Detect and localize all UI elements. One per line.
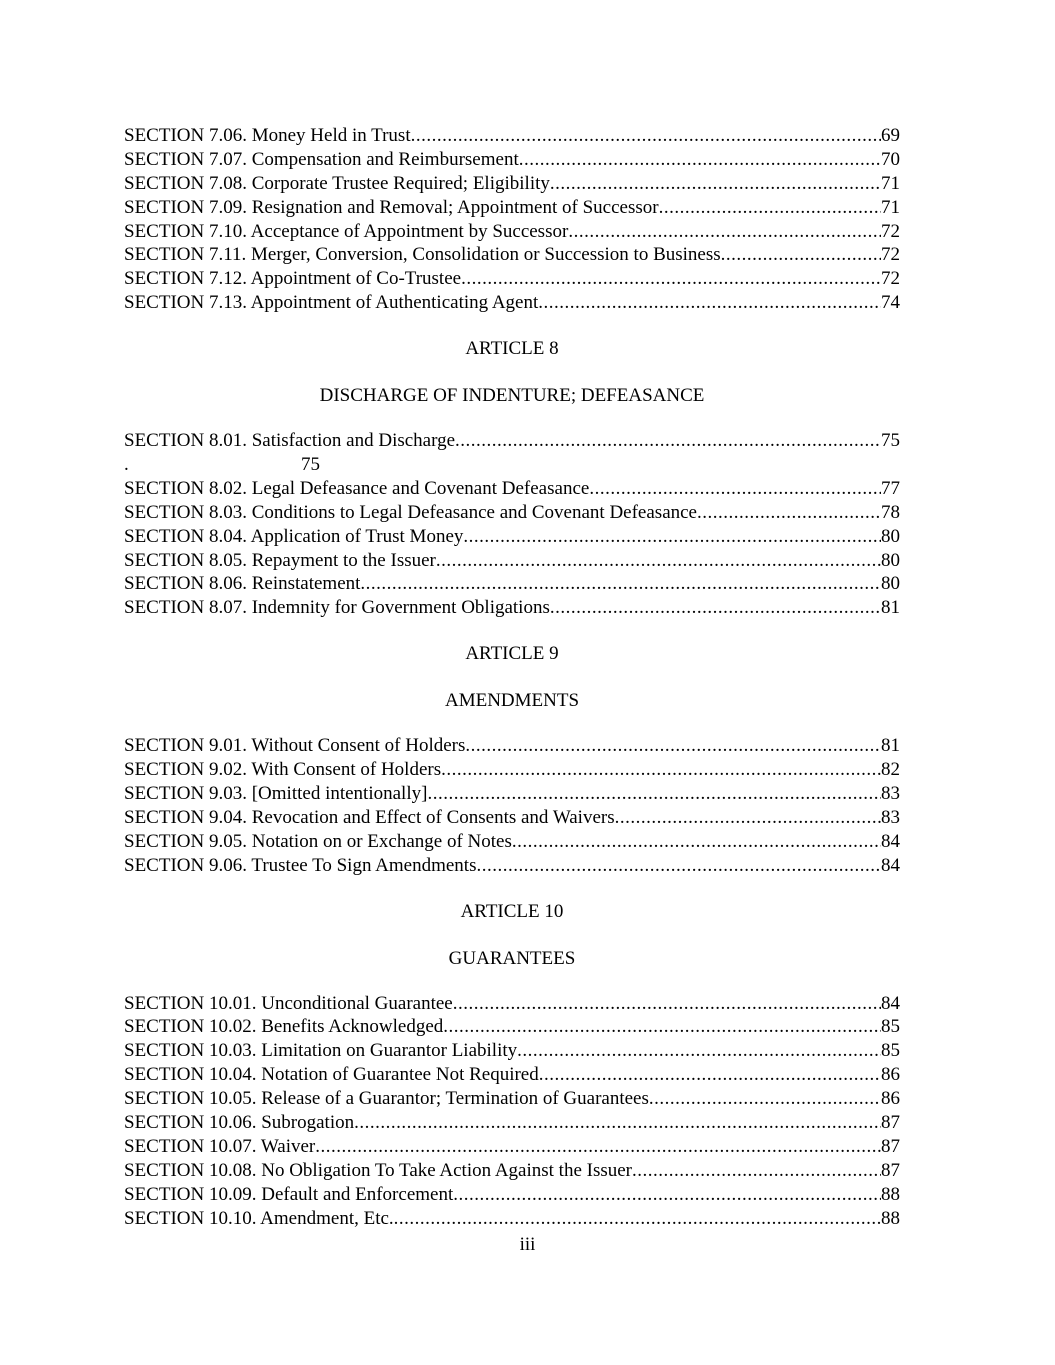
toc-entry[interactable] [124, 243, 900, 267]
toc-entry-title: SECTION 7.08. Corporate Trustee Required; Eligibility [124, 172, 550, 194]
toc-entry-title: SECTION 8.07. Indemnity for Government Obligations [124, 597, 550, 619]
dot-leader [360, 572, 881, 596]
toc-entry-page: 84 [881, 854, 900, 876]
toc-entry-page: 71 [881, 196, 900, 218]
toc-entry-title: SECTION 8.01. Satisfaction and Discharge [124, 430, 456, 452]
article-title: GUARANTEES [448, 947, 576, 969]
toc-entry-title: SECTION 10.10. Amendment, Etc. [124, 1207, 394, 1229]
toc-entry-page: 86 [881, 1064, 900, 1086]
dot-leader [568, 220, 881, 244]
toc-entry-page: 83 [881, 806, 900, 828]
dot-leader [538, 291, 881, 315]
toc-entry-page: 80 [881, 549, 900, 571]
dot-leader [465, 734, 881, 758]
toc-entry[interactable] [124, 1135, 900, 1159]
toc-entry[interactable] [124, 782, 900, 806]
toc-entry[interactable] [124, 1159, 900, 1183]
dot-leader [455, 429, 881, 453]
toc-entry[interactable] [124, 992, 900, 1016]
toc-entry-page: 74 [881, 292, 900, 314]
toc-entry-page: 80 [881, 525, 900, 547]
dot-leader [394, 1207, 881, 1231]
toc-entry-page: 70 [881, 148, 900, 170]
toc-entry-page: 81 [881, 735, 900, 757]
dot-leader [315, 1135, 881, 1159]
toc-entry-title: SECTION 10.09. Default and Enforcement [124, 1183, 454, 1205]
toc-entry-page: 88 [881, 1183, 900, 1205]
dot-leader [443, 1015, 881, 1039]
toc-entry-page: 88 [881, 1207, 900, 1229]
toc-entry-title: SECTION 10.07. Waiver [124, 1135, 316, 1157]
toc-entry-title: SECTION 10.06. Subrogation [124, 1112, 355, 1134]
dot-leader [463, 525, 881, 549]
toc-entry-page: 85 [881, 1016, 900, 1038]
stray-page-number: 75 [301, 454, 320, 476]
dot-leader [427, 782, 881, 806]
dot-leader [697, 501, 881, 525]
toc-entry-title: SECTION 7.12. Appointment of Co-Trustee [124, 268, 462, 290]
toc-entry-page: 82 [881, 759, 900, 781]
article-heading: ARTICLE 8 [465, 338, 559, 360]
toc-entry-page: 87 [881, 1159, 900, 1181]
toc-entry-title: SECTION 10.03. Limitation on Guarantor Liability [124, 1040, 518, 1062]
toc-entry-page: 87 [881, 1112, 900, 1134]
toc-entry[interactable] [124, 596, 900, 620]
toc-entry-title: SECTION 7.10. Acceptance of Appointment by Successor [124, 220, 569, 242]
toc-entry-title: SECTION 8.05. Repayment to the Issuer [124, 549, 436, 571]
dot-leader [649, 1087, 881, 1111]
article-heading: ARTICLE 9 [465, 643, 559, 665]
toc-entry-page: 81 [881, 597, 900, 619]
dot-leader [659, 196, 881, 220]
toc-entry[interactable] [124, 477, 900, 501]
toc-entry[interactable] [124, 196, 900, 220]
dot-leader [441, 758, 881, 782]
dot-leader [411, 124, 881, 148]
toc-entry[interactable] [124, 830, 900, 854]
dot-leader [550, 596, 881, 620]
dot-leader [461, 267, 881, 291]
toc-entry[interactable] [124, 1207, 900, 1231]
toc-stray-line [124, 453, 900, 477]
toc-entry-title: SECTION 9.03. [Omitted intentionally] [124, 783, 428, 805]
toc-entry-title: SECTION 9.06. Trustee To Sign Amendments [124, 854, 477, 876]
toc-entry[interactable] [124, 1015, 900, 1039]
toc-entry-page: 75 [881, 430, 900, 452]
toc-entry[interactable] [124, 172, 900, 196]
toc-entry-title: SECTION 10.02. Benefits Acknowledged [124, 1016, 444, 1038]
toc-entry[interactable] [124, 1111, 900, 1135]
table-of-contents [124, 124, 900, 1231]
toc-entry-page: 80 [881, 573, 900, 595]
toc-entry[interactable] [124, 734, 900, 758]
toc-entry-title: SECTION 8.02. Legal Defeasance and Covenant Defeasance [124, 477, 590, 499]
toc-entry[interactable] [124, 124, 900, 148]
toc-entry[interactable] [124, 525, 900, 549]
toc-entry-page: 78 [881, 501, 900, 523]
toc-entry-title: SECTION 7.06. Money Held in Trust [124, 125, 411, 146]
toc-entry-page: 83 [881, 783, 900, 805]
toc-entry-page: 69 [881, 125, 900, 146]
toc-entry-page: 71 [881, 172, 900, 194]
dot-leader [550, 172, 881, 196]
toc-entry-title: SECTION 10.08. No Obligation To Take Action Against the Issuer [124, 1159, 633, 1181]
dot-leader [453, 1183, 881, 1207]
toc-entry-title: SECTION 10.01. Unconditional Guarantee [124, 992, 453, 1014]
dot-leader [517, 1039, 881, 1063]
toc-entry-page: 87 [881, 1135, 900, 1157]
toc-entry-page: 72 [881, 268, 900, 290]
toc-entry-page: 86 [881, 1088, 900, 1110]
toc-entry-page: 77 [881, 477, 900, 499]
toc-entry[interactable] [124, 501, 900, 525]
toc-entry-title: SECTION 8.04. Application of Trust Money [124, 525, 464, 547]
dot-leader [354, 1111, 881, 1135]
stray-dot: . [124, 454, 129, 476]
dot-leader [519, 148, 881, 172]
toc-entry[interactable] [124, 267, 900, 291]
article-heading: ARTICLE 10 [460, 900, 564, 922]
toc-entry-title: SECTION 7.11. Merger, Conversion, Consolidation or Succession to Business [124, 244, 721, 266]
toc-entry-page: 84 [881, 992, 900, 1014]
toc-entry[interactable] [124, 429, 900, 453]
toc-entry-title: SECTION 10.04. Notation of Guarantee Not Required [124, 1064, 539, 1086]
toc-entry-title: SECTION 10.05. Release of a Guarantor; Termination of Guarantees [124, 1088, 649, 1110]
dot-leader [721, 243, 881, 267]
toc-entry-title: SECTION 8.06. Reinstatement [124, 573, 361, 595]
dot-leader [453, 992, 881, 1016]
dot-leader [632, 1159, 881, 1183]
toc-entry-title: SECTION 9.04. Revocation and Effect of Consents and Waivers [124, 806, 615, 828]
toc-entry-page: 84 [881, 830, 900, 852]
toc-entry[interactable] [124, 1183, 900, 1207]
toc-entry-page: 72 [881, 220, 900, 242]
toc-entry[interactable] [124, 854, 900, 878]
toc-entry[interactable] [124, 220, 900, 244]
article-title: DISCHARGE OF INDENTURE; DEFEASANCE [319, 385, 705, 407]
toc-entry-title: SECTION 9.02. With Consent of Holders [124, 759, 442, 781]
toc-entry-page: 72 [881, 244, 900, 266]
toc-entry[interactable] [124, 758, 900, 782]
toc-entry[interactable] [124, 806, 900, 830]
toc-entry[interactable] [124, 1063, 900, 1087]
toc-entry-title: SECTION 9.05. Notation on or Exchange of Notes [124, 830, 512, 852]
toc-entry-title: SECTION 7.07. Compensation and Reimbursement [124, 148, 519, 170]
article-title: AMENDMENTS [444, 690, 580, 712]
page-number: iii [519, 1234, 536, 1255]
dot-leader [476, 854, 881, 878]
toc-entry[interactable] [124, 148, 900, 172]
dot-leader [615, 806, 881, 830]
toc-entry-title: SECTION 9.01. Without Consent of Holders [124, 735, 466, 757]
toc-entry[interactable] [124, 572, 900, 596]
dot-leader [589, 477, 881, 501]
dot-leader [512, 830, 881, 854]
toc-entry[interactable] [124, 1087, 900, 1111]
toc-entry[interactable] [124, 1039, 900, 1063]
dot-leader [436, 549, 881, 573]
toc-entry-page: 85 [881, 1040, 900, 1062]
dot-leader [539, 1063, 881, 1087]
toc-entry-title: SECTION 7.09. Resignation and Removal; Appointment of Successor [124, 196, 659, 218]
toc-entry[interactable] [124, 549, 900, 573]
toc-entry-title: SECTION 7.13. Appointment of Authenticating Agent [124, 292, 539, 314]
toc-entry-title: SECTION 8.03. Conditions to Legal Defeasance and Covenant Defeasance [124, 501, 697, 523]
toc-entry[interactable] [124, 291, 900, 315]
